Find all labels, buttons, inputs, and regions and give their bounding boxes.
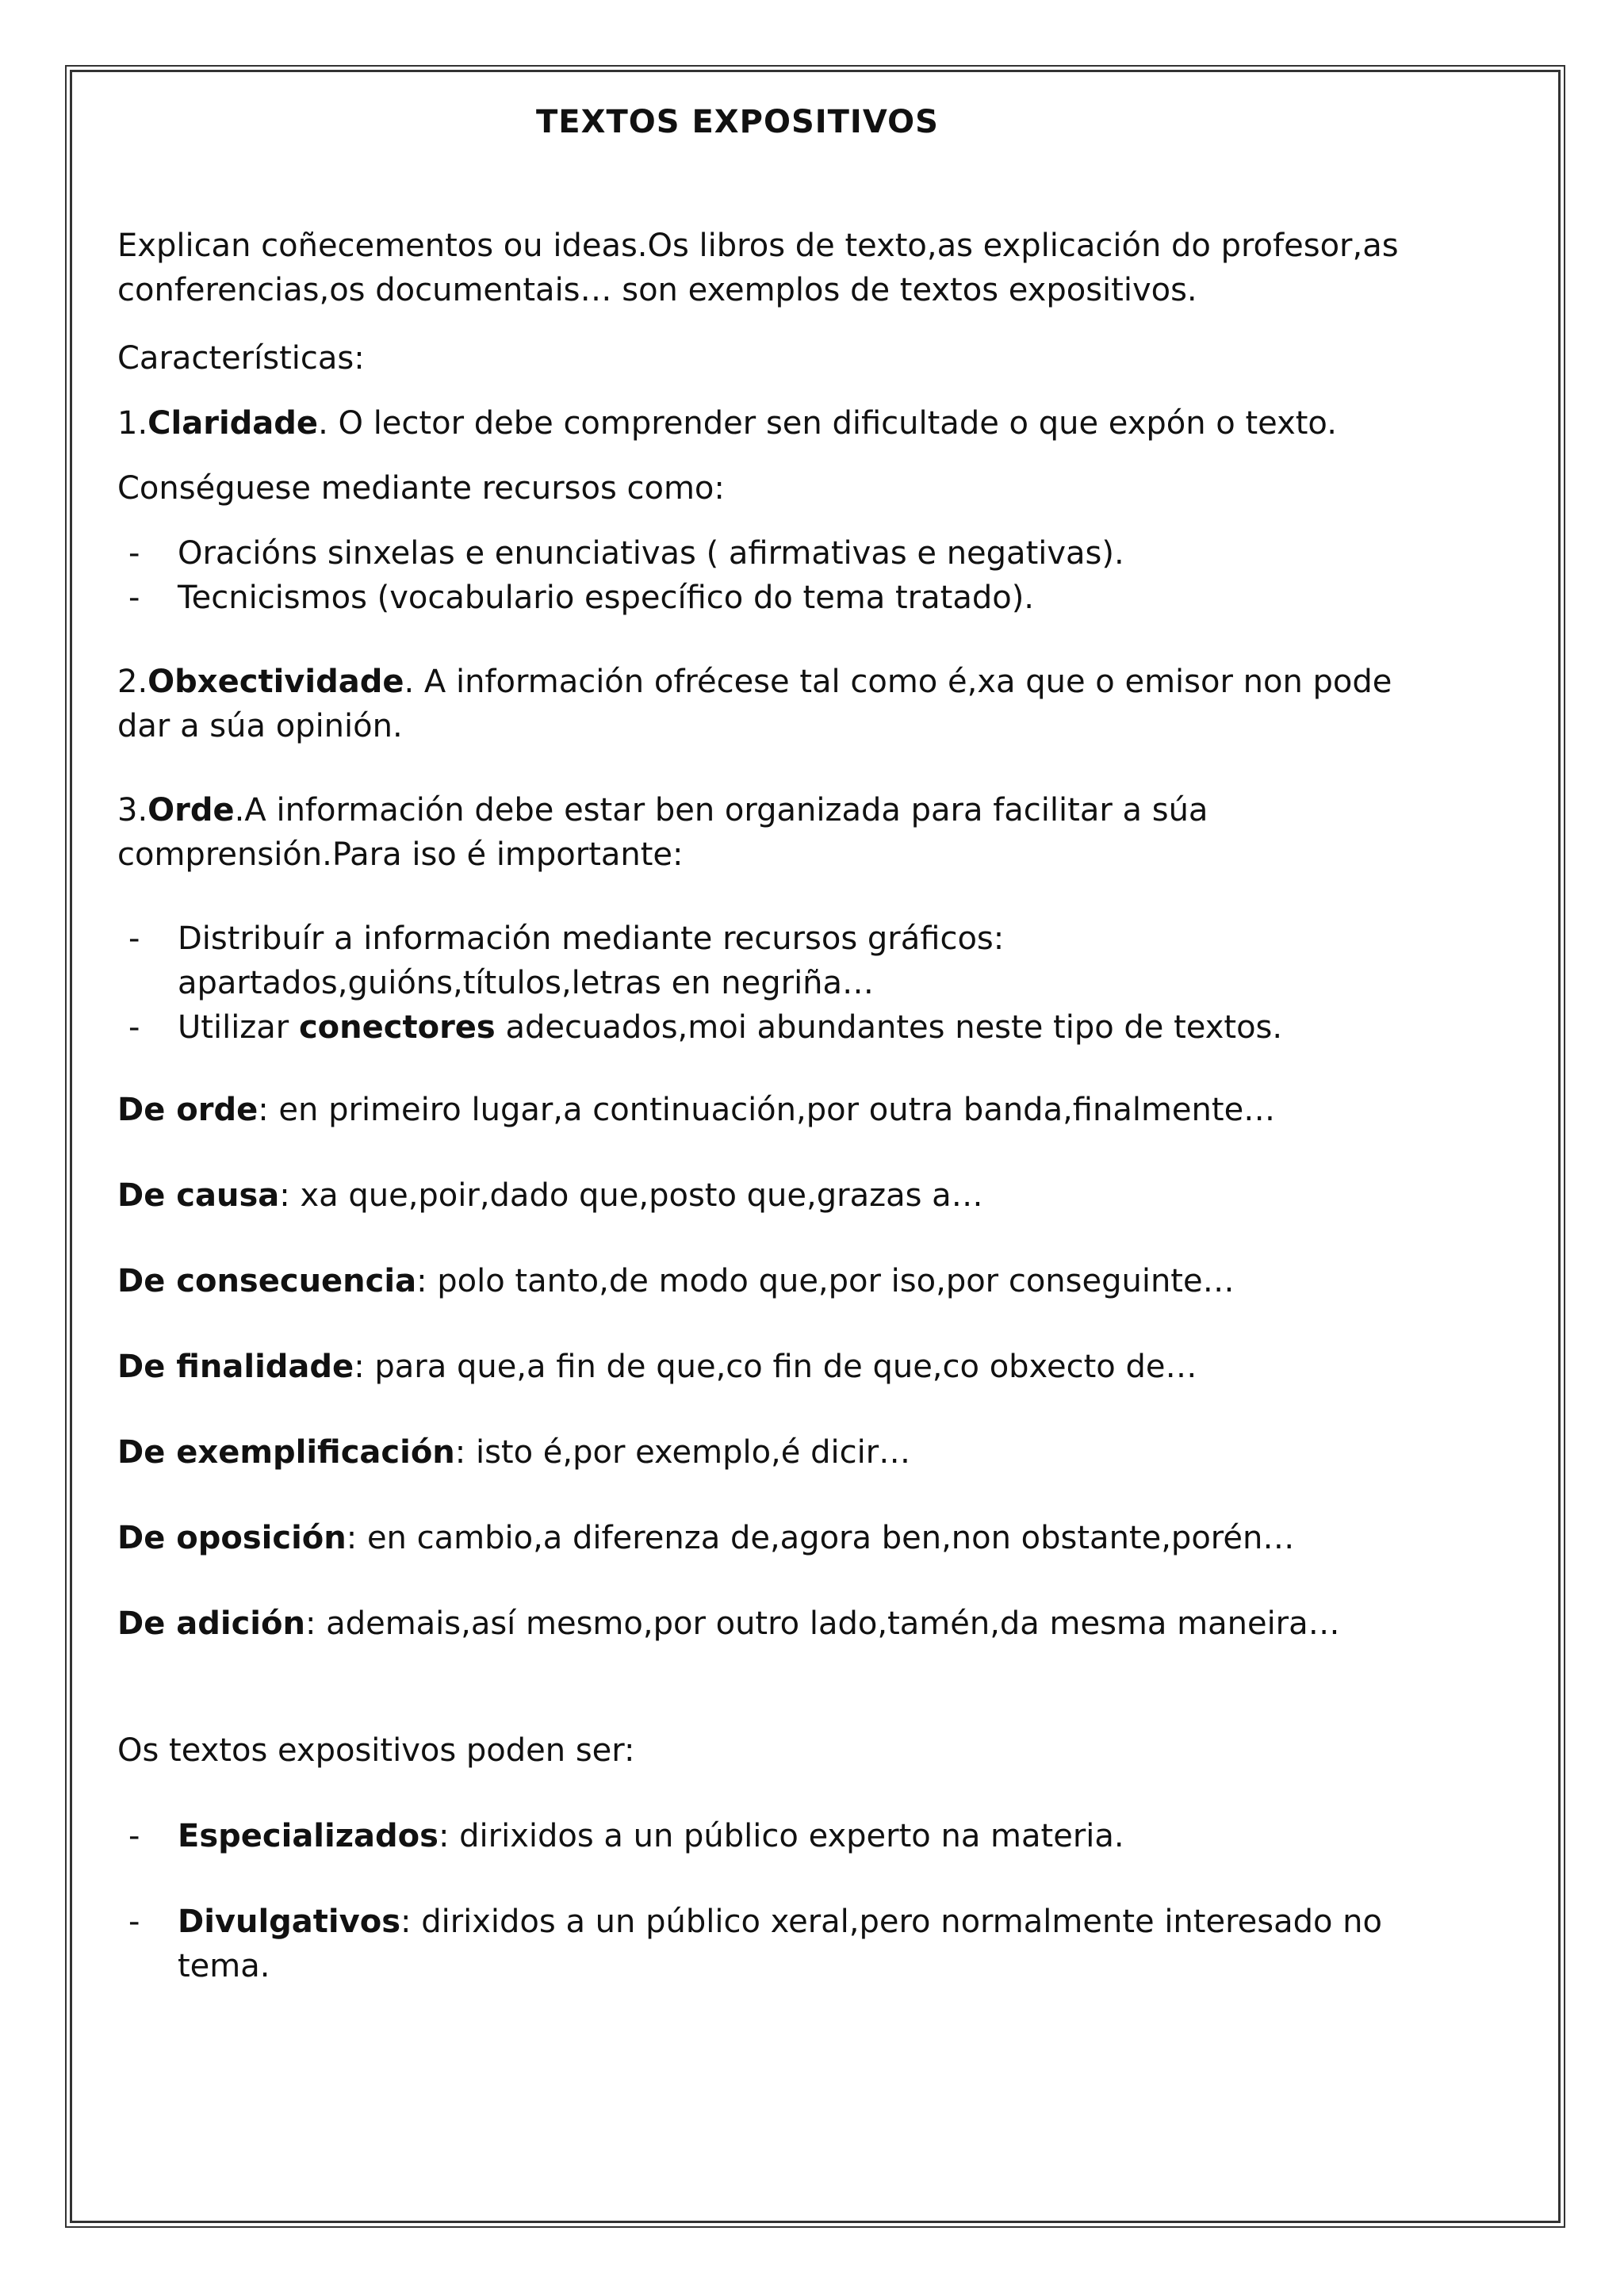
- types-intro: [117, 1728, 1513, 1773]
- obxectividade-line-1: [117, 660, 1513, 704]
- connector-label: De exemplificación: [117, 1434, 455, 1471]
- connector-label: De oposición: [117, 1520, 347, 1556]
- orde-bullet-1-line-2: apartados,guións,títulos,letras en negriña…: [178, 965, 875, 1001]
- orde-line-2: comprensión.Para iso é importante:: [117, 836, 684, 873]
- dash-marker: -: [128, 1818, 140, 1854]
- connector-text: : para que,a fin de que,co fin de que,co obxecto de…: [354, 1349, 1197, 1385]
- list-item-continuation: [117, 1944, 1513, 1988]
- list-item: [117, 916, 1513, 961]
- connector-text: : ademais,así mesmo,por outro lado,tamén,da mesma maneira…: [304, 1605, 1340, 1642]
- claridade-number: 1.: [117, 405, 148, 442]
- dash-marker: -: [128, 580, 140, 616]
- orde-bullet-2-post: adecuados,moi abundantes neste tipo de textos.: [495, 1009, 1283, 1046]
- orde-paragraph: [117, 788, 1513, 877]
- dash-marker: -: [128, 1009, 140, 1046]
- type-text: : dirixidos a un público experto na materia.: [438, 1818, 1124, 1854]
- intro-paragraph: [117, 224, 1513, 312]
- connector-label: De adición: [117, 1605, 305, 1642]
- obxectividade-line-2: dar a súa opinión.: [117, 708, 403, 744]
- list-item: [117, 1814, 1513, 1858]
- connector-consecuencia: [117, 1259, 1513, 1303]
- connector-text: : polo tanto,de modo que,por iso,por conseguinte…: [416, 1263, 1235, 1299]
- orde-number: 3.: [117, 792, 148, 828]
- orde-term: Orde: [147, 792, 235, 828]
- connector-exemplificacion: [117, 1430, 1513, 1475]
- connector-text: : isto é,por exemplo,é dicir…: [454, 1434, 911, 1471]
- connector-finalidade: [117, 1345, 1513, 1389]
- claridade-means: [117, 466, 1513, 511]
- connector-label: De causa: [117, 1177, 280, 1214]
- connector-text: : xa que,poir,dado que,posto que,grazas a…: [279, 1177, 983, 1214]
- orde-bullet-2-term: conectores: [298, 1009, 496, 1046]
- type-especializados: [117, 1814, 1513, 1858]
- obxectividade-term: Obxectividade: [147, 664, 404, 700]
- claridade-line: [117, 401, 1513, 446]
- connector-oposicion: [117, 1516, 1513, 1560]
- obxectividade-number: 2.: [117, 664, 148, 700]
- claridade-text: . O lector debe comprender sen dificultade o que expón o texto.: [318, 405, 1337, 442]
- claridade-bullet-2: Tecnicismos (vocabulario específico do tema tratado).: [178, 580, 1035, 616]
- types-intro-text: Os textos expositivos poden ser:: [117, 1732, 635, 1769]
- connector-causa: [117, 1173, 1513, 1218]
- dash-marker: -: [128, 1904, 140, 1940]
- obxectividade-text: . A información ofrécese tal como é,xa que o emisor non pode: [404, 664, 1392, 700]
- list-item: [117, 531, 1513, 576]
- list-item: [117, 1900, 1513, 1944]
- document-title: TEXTOS EXPOSITIVOS: [536, 104, 939, 140]
- dash-marker: -: [128, 535, 140, 572]
- connector-orde: [117, 1088, 1513, 1132]
- claridade-bullet-list: [117, 531, 1513, 620]
- connector-adicion: [117, 1601, 1513, 1646]
- type-text: : dirixidos a un público xeral,pero normalmente interesado no: [400, 1904, 1383, 1940]
- characteristics-label: [117, 336, 1513, 381]
- type-term: Especializados: [178, 1818, 439, 1854]
- claridade-term: Claridade: [147, 405, 319, 442]
- connector-label: De orde: [117, 1092, 259, 1128]
- list-item-continuation: [117, 961, 1513, 1005]
- orde-bullet-2-pre: Utilizar: [178, 1009, 299, 1046]
- list-item: [117, 576, 1513, 620]
- type-text-continued: tema.: [178, 1948, 270, 1984]
- connector-text: : en cambio,a diferenza de,agora ben,non obstante,porén…: [346, 1520, 1295, 1556]
- characteristics-label-text: Características:: [117, 340, 365, 377]
- orde-text: .A información debe estar ben organizada para facilitar a súa: [234, 792, 1208, 828]
- connector-label: De finalidade: [117, 1349, 354, 1385]
- obxectividade-paragraph: [117, 660, 1513, 748]
- claridade-paragraph: [117, 401, 1513, 446]
- list-item: [117, 1005, 1513, 1050]
- claridade-means-text: Conséguese mediante recursos como:: [117, 470, 725, 507]
- connector-text: : en primeiro lugar,a continuación,por outra banda,finalmente…: [258, 1092, 1276, 1128]
- intro-line-1: Explican coñecementos ou ideas.Os libros de texto,as explicación do profesor,as: [117, 228, 1399, 264]
- type-divulgativos: [117, 1900, 1513, 1988]
- claridade-bullet-1: Oracións sinxelas e enunciativas ( afirmativas e negativas).: [178, 535, 1124, 572]
- orde-bullet-list: [117, 916, 1513, 1050]
- connector-label: De consecuencia: [117, 1263, 417, 1299]
- intro-line-2: conferencias,os documentais… son exemplos de textos expositivos.: [117, 272, 1197, 308]
- type-term: Divulgativos: [178, 1904, 400, 1940]
- dash-marker: -: [128, 920, 140, 957]
- orde-bullet-1-line-1: Distribuír a información mediante recursos gráficos:: [178, 920, 1005, 957]
- orde-line-1: [117, 788, 1513, 832]
